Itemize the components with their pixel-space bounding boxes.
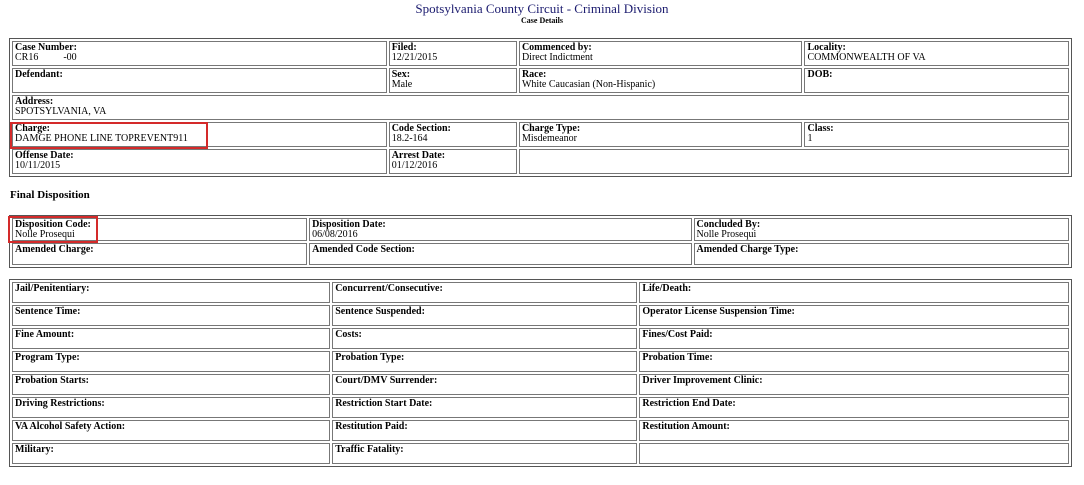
amended-charge-type-cell: Amended Charge Type:: [694, 243, 1069, 265]
page-subtitle: Case Details: [521, 16, 563, 25]
driving-restrictions-cell: Driving Restrictions:: [12, 397, 330, 418]
fines-cost-paid-cell: Fines/Cost Paid:: [639, 328, 1069, 349]
disposition-date-cell: Disposition Date: 06/08/2016: [309, 218, 691, 241]
code-section-cell: Code Section: 18.2-164: [389, 122, 517, 147]
restitution-paid-cell: Restitution Paid:: [332, 420, 637, 441]
disposition-code-cell: Disposition Code: Nolle Prosequi: [12, 218, 307, 241]
court-title: Spotsylvania County Circuit - Criminal Division: [415, 1, 669, 16]
defendant-cell: Defendant:: [12, 68, 387, 93]
amended-charge-cell: Amended Charge:: [12, 243, 307, 265]
race-cell: Race: White Caucasian (Non-Hispanic): [519, 68, 803, 93]
filed-cell: Filed: 12/21/2015: [389, 41, 517, 66]
life-death-cell: Life/Death:: [639, 282, 1069, 303]
dob-cell: DOB:: [804, 68, 1069, 93]
commenced-cell: Commenced by: Direct Indictment: [519, 41, 803, 66]
costs-cell: Costs:: [332, 328, 637, 349]
va-alcohol-cell: VA Alcohol Safety Action:: [12, 420, 330, 441]
jail-cell: Jail/Penitentiary:: [12, 282, 330, 303]
charge-cell: Charge: DAMGE PHONE LINE TOPREVENT911: [12, 122, 387, 147]
disposition-table: [9, 215, 1072, 268]
restriction-end-cell: Restriction End Date:: [639, 397, 1069, 418]
final-disposition-heading: Final Disposition: [10, 189, 90, 201]
driver-improvement-cell: Driver Improvement Clinic:: [639, 374, 1069, 395]
restitution-amount-cell: Restitution Amount:: [639, 420, 1069, 441]
sex-cell: Sex: Male: [389, 68, 517, 93]
court-dmv-cell: Court/DMV Surrender:: [332, 374, 637, 395]
case-number-cell: Case Number: CR16 -00: [12, 41, 387, 66]
empty-cell: [519, 149, 1069, 174]
restriction-start-cell: Restriction Start Date:: [332, 397, 637, 418]
page-header: [0, 2, 1084, 26]
charge-type-cell: Charge Type: Misdemeanor: [519, 122, 803, 147]
sentence-table: [9, 279, 1072, 467]
probation-time-cell: Probation Time:: [639, 351, 1069, 372]
empty-sentence-cell: [639, 443, 1069, 464]
class-cell: Class: 1: [804, 122, 1069, 147]
traffic-fatality-cell: Traffic Fatality:: [332, 443, 637, 464]
fine-amount-cell: Fine Amount:: [12, 328, 330, 349]
operator-license-cell: Operator License Suspension Time:: [639, 305, 1069, 326]
charge-value: DAMGE PHONE LINE TOPREVENT911: [15, 133, 188, 144]
address-cell: Address: SPOTSYLVANIA, VA: [12, 95, 1069, 120]
case-number-value: CR16 -00: [15, 52, 77, 63]
locality-cell: Locality: COMMONWEALTH OF VA: [804, 41, 1069, 66]
probation-starts-cell: Probation Starts:: [12, 374, 330, 395]
military-cell: Military:: [12, 443, 330, 464]
sentence-time-cell: Sentence Time:: [12, 305, 330, 326]
probation-type-cell: Probation Type:: [332, 351, 637, 372]
concurrent-cell: Concurrent/Consecutive:: [332, 282, 637, 303]
concluded-by-cell: Concluded By: Nolle Prosequi: [694, 218, 1069, 241]
case-details-table: [9, 38, 1072, 177]
sentence-suspended-cell: Sentence Suspended:: [332, 305, 637, 326]
amended-code-section-cell: Amended Code Section:: [309, 243, 691, 265]
program-type-cell: Program Type:: [12, 351, 330, 372]
offense-date-cell: Offense Date: 10/11/2015: [12, 149, 387, 174]
arrest-date-cell: Arrest Date: 01/12/2016: [389, 149, 517, 174]
disposition-code-value: Nolle Prosequi: [15, 229, 75, 240]
